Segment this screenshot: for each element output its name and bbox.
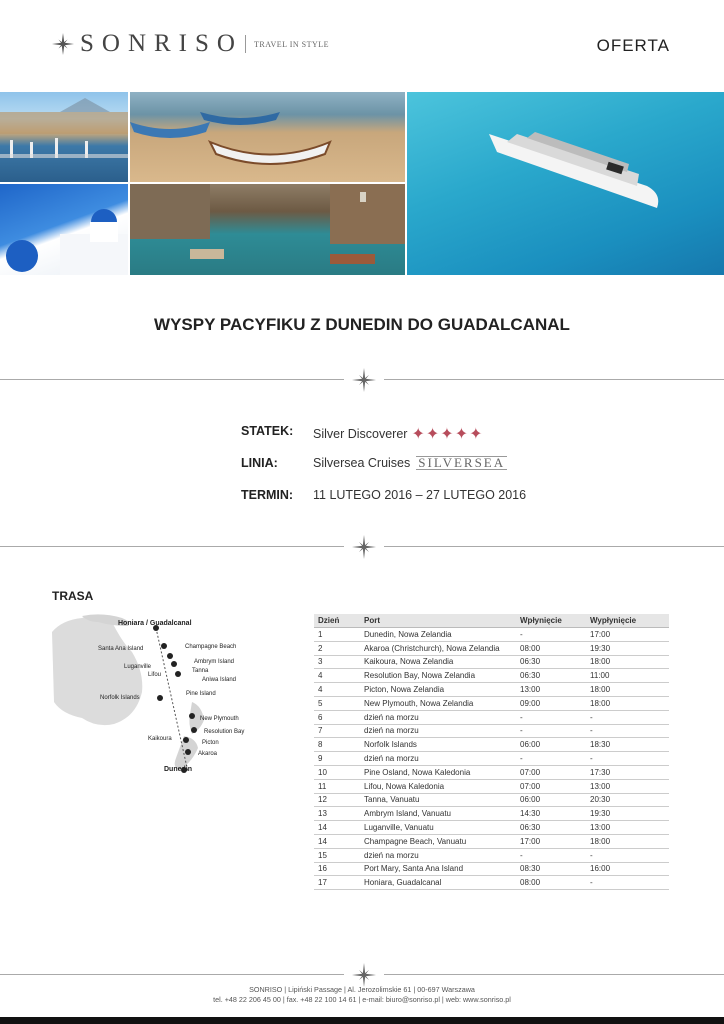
arrival-cell: 17:00 bbox=[516, 834, 586, 848]
arrival-cell: - bbox=[516, 752, 586, 766]
departure-cell: 20:30 bbox=[586, 793, 669, 807]
bottom-bar bbox=[0, 1017, 724, 1024]
col-departure: Wypłynięcie bbox=[586, 614, 669, 628]
divider-line-right bbox=[384, 546, 724, 547]
map-label-tanna: Tanna bbox=[192, 668, 209, 674]
itinerary-header-row bbox=[314, 614, 669, 628]
arrival-cell: 06:30 bbox=[516, 669, 586, 683]
santorini-photo bbox=[0, 184, 128, 275]
canal-illustration bbox=[130, 184, 405, 275]
itinerary-row bbox=[314, 655, 669, 669]
day-cell: 4 bbox=[314, 683, 360, 697]
col-arrival: Wpłynięcie bbox=[516, 614, 586, 628]
departure-cell: - bbox=[586, 848, 669, 862]
day-cell: 5 bbox=[314, 696, 360, 710]
arrival-cell: 06:00 bbox=[516, 793, 586, 807]
ship-label: STATEK: bbox=[241, 424, 294, 438]
cruise-title: WYSPY PACYFIKU Z DUNEDIN DO GUADALCANAL bbox=[154, 315, 570, 334]
ship-rating-stars: ✦✦✦✦✦ bbox=[411, 426, 484, 443]
day-cell: 12 bbox=[314, 793, 360, 807]
day-cell: 3 bbox=[314, 655, 360, 669]
itinerary-row bbox=[314, 669, 669, 683]
ship-name: Silver Discoverer bbox=[313, 427, 408, 441]
itinerary-row bbox=[314, 641, 669, 655]
itinerary-row bbox=[314, 779, 669, 793]
port-cell: Honiara, Guadalcanal bbox=[360, 876, 516, 890]
departure-cell: 19:30 bbox=[586, 641, 669, 655]
compass-star-icon bbox=[52, 33, 74, 55]
header bbox=[0, 0, 724, 92]
arrival-cell: 07:00 bbox=[516, 765, 586, 779]
route-map-shapes bbox=[52, 612, 272, 782]
itinerary-row bbox=[314, 821, 669, 835]
day-cell: 1 bbox=[314, 628, 360, 642]
arrival-cell: 06:30 bbox=[516, 655, 586, 669]
itinerary-row bbox=[314, 793, 669, 807]
col-day: Dzień bbox=[314, 614, 360, 628]
term-label: TERMIN: bbox=[241, 488, 294, 502]
itinerary-row bbox=[314, 628, 669, 642]
map-label-santa-ana: Santa Ana Island bbox=[98, 646, 144, 652]
departure-cell: 13:00 bbox=[586, 821, 669, 835]
port-cell: Pine Osland, Nowa Kaledonia bbox=[360, 765, 516, 779]
departure-cell: 17:00 bbox=[586, 628, 669, 642]
port-cell: Ambrym Island, Vanuatu bbox=[360, 807, 516, 821]
port-cell: Port Mary, Santa Ana Island bbox=[360, 862, 516, 876]
departure-cell: 11:00 bbox=[586, 669, 669, 683]
arrival-cell: 06:00 bbox=[516, 738, 586, 752]
port-cell: Dunedin, Nowa Zelandia bbox=[360, 628, 516, 642]
map-label-aniwa: Aniwa Island bbox=[202, 677, 237, 683]
arrival-cell: 08:00 bbox=[516, 876, 586, 890]
port-cell: Picton, Nowa Zelandia bbox=[360, 683, 516, 697]
itinerary-row bbox=[314, 724, 669, 738]
divider-footer bbox=[0, 965, 724, 985]
compass-star-icon bbox=[352, 535, 376, 559]
arrival-cell: - bbox=[516, 848, 586, 862]
divider-line-right bbox=[384, 974, 724, 975]
map-label-kaikoura: Kaikoura bbox=[148, 736, 172, 742]
arrival-cell: 06:30 bbox=[516, 821, 586, 835]
day-cell: 9 bbox=[314, 752, 360, 766]
itinerary-row bbox=[314, 807, 669, 821]
term-value: 11 LUTEGO 2016 – 27 LUTEGO 2016 bbox=[313, 488, 527, 502]
day-cell: 11 bbox=[314, 779, 360, 793]
col-port: Port bbox=[360, 614, 516, 628]
arrival-cell: 13:00 bbox=[516, 683, 586, 697]
footer-address: SONRISO | Lipiński Passage | Al. Jerozolimskie 61 | 00-697 Warszawa bbox=[249, 985, 475, 994]
santorini-illustration bbox=[0, 184, 128, 275]
divider-top bbox=[0, 370, 724, 390]
itinerary-row bbox=[314, 862, 669, 876]
cruise-ship-photo bbox=[407, 92, 724, 275]
itinerary-table bbox=[314, 614, 669, 890]
itinerary-row bbox=[314, 696, 669, 710]
boats-photo bbox=[130, 92, 405, 182]
day-cell: 15 bbox=[314, 848, 360, 862]
map-label-pine: Pine Island bbox=[186, 691, 216, 697]
port-cell: Tanna, Vanuatu bbox=[360, 793, 516, 807]
harbor-photo bbox=[0, 92, 128, 182]
port-cell: dzień na morzu bbox=[360, 848, 516, 862]
document-type: OFERTA bbox=[596, 36, 670, 55]
arrival-cell: - bbox=[516, 628, 586, 642]
line-name: Silversea Cruises bbox=[313, 456, 411, 470]
itinerary-row bbox=[314, 683, 669, 697]
port-cell: Champagne Beach, Vanuatu bbox=[360, 834, 516, 848]
itinerary-row bbox=[314, 738, 669, 752]
day-cell: 16 bbox=[314, 862, 360, 876]
itinerary-row bbox=[314, 710, 669, 724]
itinerary-row bbox=[314, 848, 669, 862]
compass-star-icon bbox=[352, 368, 376, 392]
itinerary-row bbox=[314, 752, 669, 766]
logo-tagline: TRAVEL IN STYLE bbox=[253, 39, 330, 49]
divider-line-left bbox=[0, 379, 344, 380]
compass-star-icon bbox=[352, 963, 376, 987]
photo-collage bbox=[0, 92, 724, 275]
port-cell: Luganville, Vanuatu bbox=[360, 821, 516, 835]
arrival-cell: - bbox=[516, 710, 586, 724]
arrival-cell: 07:00 bbox=[516, 779, 586, 793]
departure-cell: - bbox=[586, 710, 669, 724]
departure-cell: 16:00 bbox=[586, 862, 669, 876]
cruise-ship-illustration bbox=[487, 124, 677, 214]
harbor-illustration bbox=[0, 92, 128, 182]
itinerary-row bbox=[314, 876, 669, 890]
footer-contact: tel. +48 22 206 45 00 | fax. +48 22 100 14 61 | e-mail: biuro@sonriso.pl | web: www.sonriso.pl bbox=[213, 995, 511, 1004]
day-cell: 14 bbox=[314, 834, 360, 848]
port-cell: Lifou, Nowa Kaledonia bbox=[360, 779, 516, 793]
map-label-picton: Picton bbox=[202, 740, 219, 746]
boats-illustration bbox=[130, 92, 405, 182]
map-label-lifou: Lifou bbox=[148, 672, 162, 678]
departure-cell: 13:00 bbox=[586, 779, 669, 793]
sonriso-logo[interactable] bbox=[52, 30, 329, 58]
map-label-honiara: Honiara / Guadalcanal bbox=[118, 620, 192, 627]
divider-line-right bbox=[384, 379, 724, 380]
arrival-cell: 08:30 bbox=[516, 862, 586, 876]
departure-cell: 19:30 bbox=[586, 807, 669, 821]
day-cell: 10 bbox=[314, 765, 360, 779]
divider-line-left bbox=[0, 546, 344, 547]
day-cell: 6 bbox=[314, 710, 360, 724]
map-label-resolution: Resolution Bay bbox=[204, 729, 245, 735]
arrival-cell: 08:00 bbox=[516, 641, 586, 655]
port-cell: dzień na morzu bbox=[360, 710, 516, 724]
map-label-dunedin: Dunedin bbox=[164, 766, 192, 773]
footer bbox=[0, 985, 724, 1005]
port-cell: dzień na morzu bbox=[360, 752, 516, 766]
route-heading: TRASA bbox=[52, 589, 94, 603]
departure-cell: 18:00 bbox=[586, 696, 669, 710]
line-value bbox=[313, 456, 507, 470]
map-label-luganville: Luganville bbox=[124, 664, 152, 670]
map-label-ambrym: Ambrym Island bbox=[194, 659, 235, 665]
port-cell: dzień na morzu bbox=[360, 724, 516, 738]
ship-value bbox=[313, 424, 484, 444]
divider-bottom bbox=[0, 537, 724, 557]
day-cell: 7 bbox=[314, 724, 360, 738]
day-cell: 13 bbox=[314, 807, 360, 821]
divider-line-left bbox=[0, 974, 344, 975]
arrival-cell: 09:00 bbox=[516, 696, 586, 710]
silversea-logo: SILVERSEA bbox=[418, 455, 506, 470]
route-map bbox=[52, 612, 272, 782]
map-label-akaroa: Akaroa bbox=[198, 751, 218, 757]
departure-cell: - bbox=[586, 876, 669, 890]
port-cell: Akaroa (Christchurch), Nowa Zelandia bbox=[360, 641, 516, 655]
day-cell: 14 bbox=[314, 821, 360, 835]
logo-wordmark: SONRISO bbox=[80, 30, 243, 57]
venice-canal-photo bbox=[130, 184, 405, 275]
itinerary-row bbox=[314, 834, 669, 848]
departure-cell: - bbox=[586, 724, 669, 738]
departure-cell: 18:30 bbox=[586, 738, 669, 752]
port-cell: Kaikoura, Nowa Zelandia bbox=[360, 655, 516, 669]
departure-cell: 18:00 bbox=[586, 683, 669, 697]
map-label-champagne: Champagne Beach bbox=[185, 644, 237, 650]
map-label-norfolk: Norfolk Islands bbox=[100, 695, 140, 701]
itinerary-row bbox=[314, 765, 669, 779]
day-cell: 17 bbox=[314, 876, 360, 890]
port-cell: Norfolk Islands bbox=[360, 738, 516, 752]
departure-cell: 18:00 bbox=[586, 834, 669, 848]
port-cell: Resolution Bay, Nowa Zelandia bbox=[360, 669, 516, 683]
day-cell: 4 bbox=[314, 669, 360, 683]
day-cell: 2 bbox=[314, 641, 360, 655]
port-cell: New Plymouth, Nowa Zelandia bbox=[360, 696, 516, 710]
line-label: LINIA: bbox=[241, 456, 278, 470]
departure-cell: 17:30 bbox=[586, 765, 669, 779]
departure-cell: - bbox=[586, 752, 669, 766]
map-label-new-plymouth: New Plymouth bbox=[200, 716, 239, 722]
logo-separator bbox=[245, 35, 246, 53]
arrival-cell: - bbox=[516, 724, 586, 738]
day-cell: 8 bbox=[314, 738, 360, 752]
arrival-cell: 14:30 bbox=[516, 807, 586, 821]
departure-cell: 18:00 bbox=[586, 655, 669, 669]
